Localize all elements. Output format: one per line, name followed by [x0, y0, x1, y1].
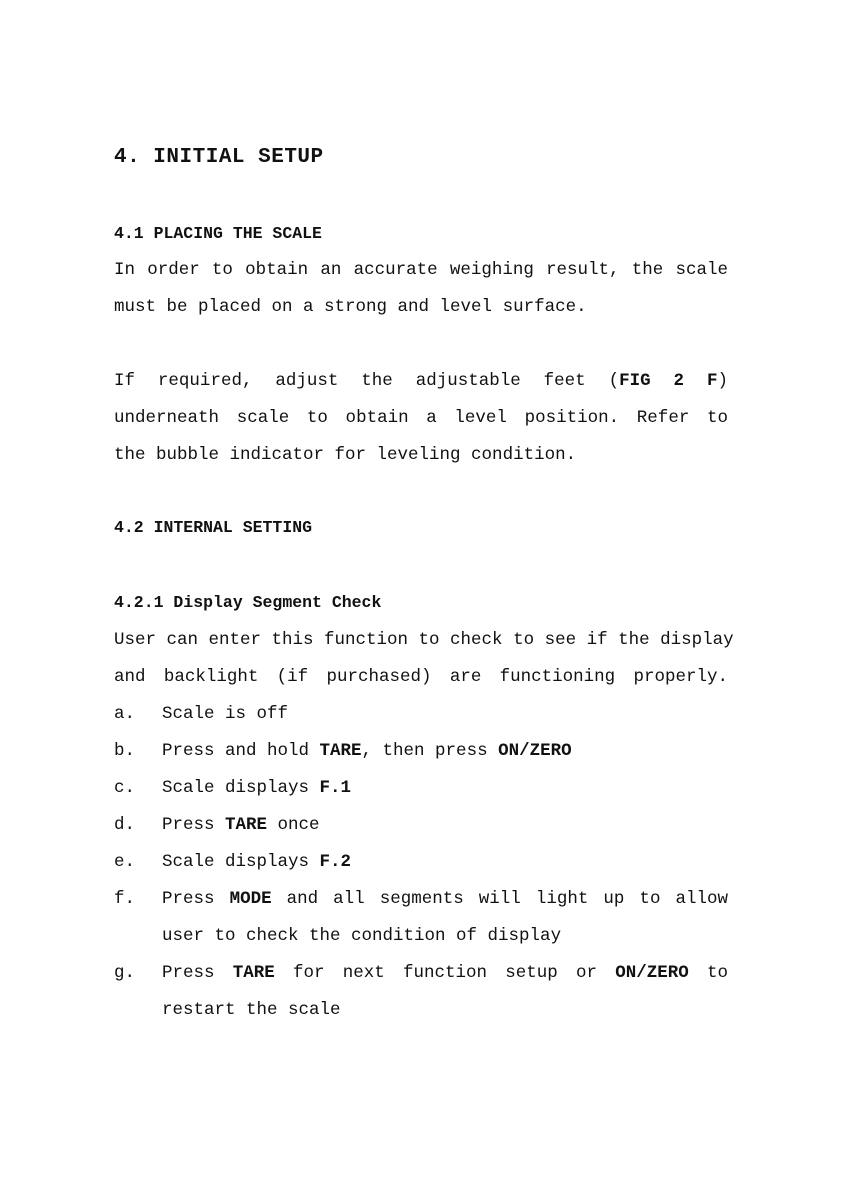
adjust-text-close: ) — [717, 371, 729, 391]
step-label: b. — [114, 741, 136, 761]
step-g-text-2: for next function setup or — [274, 963, 616, 983]
step-text — [162, 777, 728, 799]
intro-line-1: User can enter this function to check to see if the display — [114, 630, 734, 650]
step-text: restart the scale — [162, 1000, 341, 1020]
step-f-text-2: and all segments will light up to allow — [271, 889, 728, 909]
step-e-text: Scale displays — [162, 852, 320, 872]
step-text: user to check the condition of display — [162, 926, 562, 946]
step-text — [162, 814, 728, 836]
step-label: e. — [114, 852, 136, 872]
adjust-paragraph-line-1 — [114, 370, 728, 392]
display-code-f2: F.2 — [319, 852, 352, 872]
step-f-text-1: Press — [162, 889, 230, 909]
step-text — [162, 962, 728, 984]
heading-internal-setting: 4.2 INTERNAL SETTING — [114, 518, 313, 537]
display-code-f1: F.1 — [319, 778, 352, 798]
step-label: f. — [114, 889, 136, 909]
heading-placing-the-scale: 4.1 PLACING THE SCALE — [114, 224, 322, 243]
section-title: 4. INITIAL SETUP — [114, 146, 324, 169]
step-text — [162, 740, 728, 762]
step-label: c. — [114, 778, 136, 798]
key-tare: TARE — [225, 815, 268, 835]
adjust-text: If required, adjust the adjustable feet ( — [114, 371, 620, 391]
step-d-text-1: Press — [162, 815, 226, 835]
step-text — [162, 851, 728, 873]
step-b-text-1: Press and hold — [162, 741, 320, 761]
key-tare: TARE — [232, 963, 275, 983]
key-on-zero: ON/ZERO — [498, 741, 572, 761]
placing-paragraph-line-2: must be placed on a strong and level surface. — [114, 297, 587, 317]
heading-display-segment-check: 4.2.1 Display Segment Check — [114, 593, 382, 612]
adjust-paragraph-line-3: the bubble indicator for leveling condition. — [114, 445, 577, 465]
step-b-text-2: , then press — [361, 741, 499, 761]
step-a-text: Scale is off — [162, 704, 289, 724]
placing-paragraph-line-1: In order to obtain an accurate weighing result, the scale — [114, 260, 728, 280]
step-label: d. — [114, 815, 136, 835]
key-on-zero: ON/ZERO — [615, 963, 689, 983]
step-label: a. — [114, 704, 136, 724]
fig-reference: FIG 2 F — [619, 371, 718, 391]
step-d-text-2: once — [267, 815, 320, 835]
step-g-text-1: Press — [162, 963, 233, 983]
intro-line-2: and backlight (if purchased) are functioning properly. — [114, 667, 728, 687]
step-label: g. — [114, 963, 136, 983]
step-c-text: Scale displays — [162, 778, 320, 798]
adjust-paragraph-line-2: underneath scale to obtain a level position. Refer to — [114, 408, 728, 428]
key-mode: MODE — [229, 889, 272, 909]
key-tare: TARE — [319, 741, 362, 761]
step-g-text-3: to — [688, 963, 728, 983]
step-text — [162, 703, 728, 725]
step-text — [162, 888, 728, 910]
